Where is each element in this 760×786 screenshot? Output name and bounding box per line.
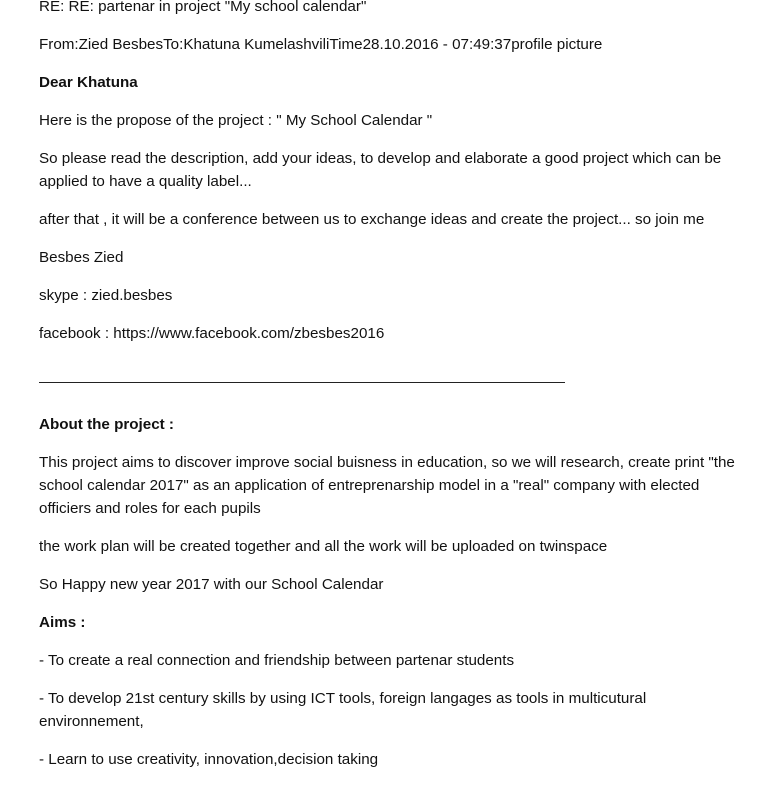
about-heading: About the project : bbox=[39, 416, 174, 433]
body-paragraph-3: after that , it will be a conference between us to exchange ideas and create the project... so join me bbox=[39, 211, 705, 228]
separator-line bbox=[39, 382, 565, 383]
signature-name: Besbes Zied bbox=[39, 249, 124, 266]
about-paragraph-2: the work plan will be created together and all the work will be uploaded on twinspace bbox=[39, 538, 608, 555]
email-document bbox=[39, 0, 739, 786]
aim-item-1: - To create a real connection and friendship between partenar students bbox=[39, 652, 515, 669]
aims-heading: Aims : bbox=[39, 614, 86, 631]
email-subject: RE: RE: partenar in project "My school calendar" bbox=[39, 0, 367, 15]
signature-skype: skype : zied.besbes bbox=[39, 287, 173, 304]
email-greeting: Dear Khatuna bbox=[39, 74, 138, 91]
email-meta-line: From:Zied BesbesTo:Khatuna KumelashviliTime28.10.2016 - 07:49:37profile picture bbox=[39, 36, 603, 53]
signature-facebook: facebook : https://www.facebook.com/zbesbes2016 bbox=[39, 325, 385, 342]
body-paragraph-1: Here is the propose of the project : " My School Calendar " bbox=[39, 112, 433, 129]
separator-spacer bbox=[39, 360, 739, 374]
aim-item-3: - Learn to use creativity, innovation,decision taking bbox=[39, 751, 379, 768]
about-paragraph-3: So Happy new year 2017 with our School Calendar bbox=[39, 576, 384, 593]
aim-item-2: - To develop 21st century skills by using ICT tools, foreign langages as tools in multicutural environnement, bbox=[39, 690, 647, 730]
about-paragraph-1: This project aims to discover improve social buisness in education, so we will research, create print "the school calendar 2017" as an application of entreprenarship model in a "real" company with elected officiers and roles for each pupils bbox=[39, 454, 735, 517]
body-paragraph-2: So please read the description, add your ideas, to develop and elaborate a good project which can be applied to have a quality label... bbox=[39, 150, 722, 190]
